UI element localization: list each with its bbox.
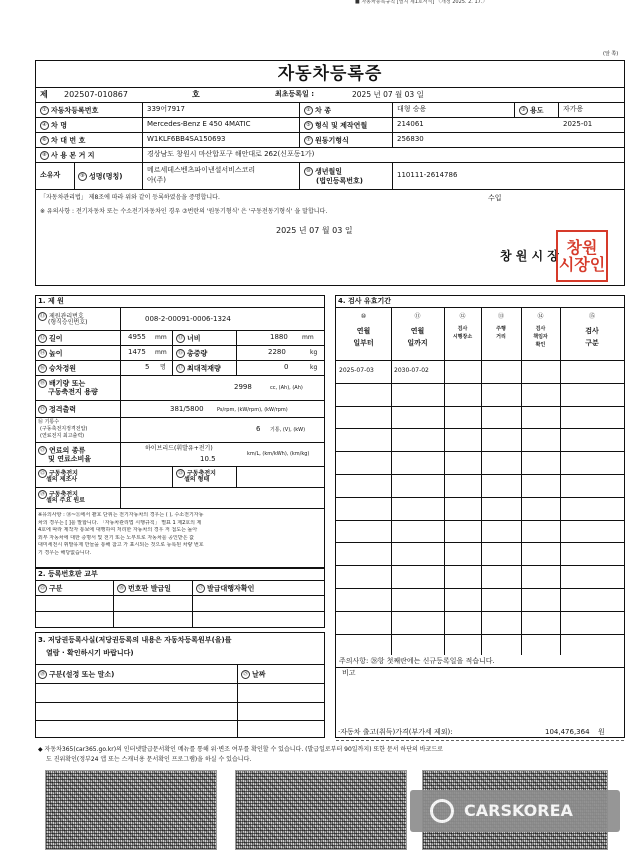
inspection-row-divider	[336, 634, 624, 635]
inspection-header-label: 구분	[585, 339, 599, 347]
inspection-title: 4. 검사 유효기간	[338, 297, 391, 305]
reg-no-label: 제	[40, 90, 48, 99]
inspection-header-label: 검사	[585, 327, 599, 335]
inspection-header-label: 검사	[535, 326, 546, 332]
inspection-cell: 2025-07-03	[339, 367, 374, 374]
law-text: 「자동차관리법」 제8조에 따라 위와 같이 등록하였음을 증명합니다.	[40, 194, 220, 201]
inspection-header-label: 연월	[356, 327, 371, 335]
issue-date: 2025 년 07 월 03 일	[276, 226, 353, 235]
disp-label: ⑱ 배기량 또는	[39, 379, 86, 388]
inspection-header-label: 주행	[496, 326, 506, 332]
inspection-header-number: ⑮	[588, 313, 595, 320]
use-label: ③ 용도	[519, 106, 544, 115]
maxload: 0	[284, 363, 289, 371]
fuel: 하이브리드(휘발유+전기)	[145, 445, 213, 452]
mortgage-col-type: ㉘ 구분(설정 또는 말소)	[39, 670, 115, 679]
bat-maker-label: ㉒ 구동축전지	[39, 470, 78, 477]
garage-label: ⑧ 사 용 본 거 지	[40, 151, 95, 160]
model-label: ④ 차 명	[40, 121, 67, 130]
page-side-note: (앞 쪽)	[603, 51, 619, 57]
seats-unit: 명	[160, 364, 166, 371]
inspection-header-label: 확인	[535, 342, 546, 348]
reg-no-suffix: 호	[192, 90, 200, 99]
mortgage-title-2: 열람 · 확인하시기 바랍니다)	[46, 649, 134, 657]
year: 2025-01	[563, 120, 593, 128]
footer-line-1: ◆ 자동차365(car365.go.kr)의 인터넷발급문서확인 메뉴를 통해 위·변조 여부를 확인할 수 있습니다. (발급일로부터 90일까지) 또한 문서 하단의 바코드로	[38, 746, 443, 753]
bat-maker-label-2: 셀의 제조사	[46, 476, 78, 483]
mortgage-section	[35, 632, 325, 738]
inspection-column-divider	[521, 307, 522, 655]
inspection-row-divider	[336, 542, 624, 543]
inspection-header-label: 검사	[457, 326, 468, 332]
disp-label-2: 구동축전지 용량	[48, 388, 98, 396]
owner-name-line-1: 메르세데스벤츠파이낸셜서비스코리	[147, 166, 256, 174]
inspection-header-label: 일까지	[407, 339, 428, 347]
length-unit: mm	[155, 334, 167, 341]
engine: 256830	[397, 135, 424, 143]
barcode-left	[45, 770, 217, 850]
mgmt-label: ⑪ 제원관리번호	[39, 313, 84, 320]
inspection-cell: 2030-07-02	[394, 367, 429, 374]
remarks-label: 비고	[342, 669, 356, 677]
seal-line-2: 시장인	[558, 255, 606, 274]
specs-title: 1. 제 원	[38, 297, 64, 305]
inspection-row-divider	[336, 565, 624, 566]
form: 214061	[397, 120, 424, 128]
power: 381/5800	[170, 405, 204, 413]
width: 1880	[270, 333, 288, 341]
mgmt-label-2: (형식승인번호)	[48, 319, 88, 326]
inspection-row-divider	[336, 497, 624, 498]
width-label: ⑬ 너비	[177, 334, 201, 343]
inspection-header-label: 시행장소	[452, 334, 473, 340]
maxload-label: ⑰ 최대적재량	[177, 364, 221, 373]
inspection-header-number: ⑭	[537, 313, 544, 320]
specs-note-line: 차의 경우는 [ ]를 말합니다. 「자동차관리법 시행규칙」 별표 1 제2호의 제	[38, 519, 202, 526]
inspection-row-divider	[336, 383, 624, 384]
inspection-header-number: ⑫	[459, 313, 466, 320]
maxload-unit: kg	[310, 364, 318, 371]
height-unit: mm	[155, 349, 167, 356]
power-unit: Ps/rpm, (kW/rpm), (kW/rpm)	[217, 407, 288, 413]
specs-note	[38, 512, 322, 557]
bat-form-label-2: 셀의 형태	[184, 476, 210, 483]
first-reg-label: 최초등록일 :	[275, 90, 315, 98]
seats: 5	[145, 363, 150, 371]
owner-name-label: ⑨ 성명(명칭)	[78, 172, 122, 181]
inspection-row-divider	[336, 611, 624, 612]
inspection-row-divider	[336, 520, 624, 521]
seats-label: ⑯ 승차정원	[39, 364, 77, 373]
use: 자가용	[563, 105, 584, 113]
mgmt-no: 008-2-00091-0006-1324	[145, 315, 231, 323]
vin-label: ⑥ 차 대 번 호	[40, 136, 85, 145]
cyl-unit: 기통, (V), (kW)	[270, 427, 306, 433]
weight-label: ⑮ 총중량	[177, 349, 208, 358]
mortgage-col-date: ㉙ 날짜	[242, 670, 266, 679]
width-unit: mm	[302, 334, 314, 341]
inspection-header-label: 일부터	[353, 339, 374, 347]
issuer: 창 원 시 장	[500, 249, 559, 263]
inspection-attention: 주의사항: ㉘항 첫째란에는 신규등록일을 적습니다.	[339, 657, 495, 665]
inspection-row-divider	[336, 588, 624, 589]
official-seal	[556, 230, 608, 282]
car-type-label: ② 차 종	[304, 106, 331, 115]
vin: W1KLF6BB4SA150693	[147, 135, 226, 143]
revenue-label: 수입	[488, 194, 502, 202]
cyl-label-3: (연료전지 최고출력)	[40, 433, 85, 439]
form-year-label: ⑤ 형식 및 제작연월	[304, 121, 367, 130]
owner-name-line-2: 아(주)	[147, 176, 166, 184]
inspection-header-number: ⑬	[497, 313, 504, 320]
plate-col-agent: ㉗ 발급대행자확인	[197, 584, 255, 593]
plate-col-type: ㉕ 구분	[39, 584, 63, 593]
owner-id: 110111-2614786	[397, 171, 458, 179]
reg-no: 202507-010867	[64, 90, 128, 99]
model: Mercedes-Benz E 450 4MATIC	[147, 120, 251, 128]
length-label: ⑫ 길이	[39, 334, 63, 343]
owner-label: 소유자	[40, 171, 61, 179]
plate-issue-title: 2. 등록번호판 교부	[38, 570, 98, 578]
footer-line-2: 도 진위확인(정부24 앱 또는 스캐너용 문서확인 프로그램)을 하실 수 있습니다.	[46, 756, 252, 763]
inspection-section	[335, 295, 625, 738]
specs-note-line: 기 경우는 해당없습니다.	[38, 549, 92, 556]
specs-note-line: ※유의사항 : ⑱~㉑에서 괄호 단위는 전기자동차의 경우는 ( ), 수소전기자동	[38, 512, 204, 518]
bat-material-label: ㉔ 구동축전지	[39, 491, 78, 498]
fuel-unit: km/L, (km/kWh), (km/kg)	[247, 451, 310, 457]
disp: 2998	[234, 383, 252, 391]
inspection-header-number: ⑪	[414, 313, 421, 320]
first-reg-date: 2025 년 07 월 03 일	[352, 90, 424, 99]
inspection-header-label: 연월	[410, 327, 425, 335]
document-title: 자동차등록증	[277, 64, 383, 84]
plate-col-date: ㉖ 번호판 발급일	[118, 584, 172, 593]
seal-line-1: 창원	[566, 238, 598, 257]
weight: 2280	[268, 348, 286, 356]
engine-label: ⑦ 원동기형식	[304, 136, 349, 145]
form-number: ■ 자동차등록규칙 [별지 제1호서식] 〈개정 2025. 2. 17.〉	[355, 0, 488, 5]
specs-note-line: 외부 자동차에 대한 증명서 및 전기 또는 노부트로 자동차를 공인받은 값	[38, 534, 194, 541]
specs-note-line: 4호에 따라 제작자 통보에 대행하여 처리한 자동차의 경우 저 첩도는 돌아	[38, 527, 198, 533]
price: 104,476,364	[545, 728, 590, 736]
barcode-middle	[235, 770, 407, 850]
car-logo-icon	[430, 799, 454, 823]
weight-unit: kg	[310, 349, 318, 356]
specs-note-line: 대미세전시 휘발유제 만들을 통해 참고 가 표시되는 것으로 등록된 차량 번호	[38, 542, 204, 548]
fuel-eff: 10.5	[200, 455, 216, 463]
inspection-column-divider	[444, 307, 445, 655]
price-unit: 원	[598, 728, 605, 736]
inspection-row-divider	[336, 428, 624, 429]
inspection-header-label: 책임자	[533, 334, 548, 340]
car-number-label: ① 자동차등록번호	[40, 106, 98, 115]
car-type: 대형 승용	[397, 105, 427, 113]
inspection-column-divider	[391, 307, 392, 655]
bat-material-label-2: 셀의 주요 원료	[46, 497, 85, 504]
height-label: ⑭ 높이	[39, 349, 63, 358]
fuel-label: ㉑ 연료의 종류	[39, 446, 86, 455]
disp-unit: cc, (Ah), (Ah)	[270, 385, 303, 391]
inspection-row-divider	[336, 451, 624, 452]
cyl: 6	[256, 425, 261, 433]
price-label: ·자동차 출고(취득)가격(부가세 제외):	[338, 728, 453, 736]
inspection-column-divider	[481, 307, 482, 655]
cyl-label-2: (구동축전지정격전압)	[40, 426, 88, 432]
owner-id-label: ⑩ 생년월일	[304, 167, 342, 176]
fuel-label-2: 및 연료소비율	[48, 455, 92, 463]
inspection-header-label: 거리	[496, 334, 506, 340]
car-number: 339어7917	[147, 105, 185, 113]
power-label: ⑲ 정격출력	[39, 405, 77, 414]
mortgage-title-1: 3. 저당권등록사실(저당권등록의 내용은 자동차등록원부(을)를	[38, 636, 232, 644]
inspection-column-divider	[560, 307, 561, 655]
watermark-text: CARSKOREA	[464, 801, 573, 820]
watermark-badge	[410, 790, 620, 832]
footer-bullet-icon: ◆	[38, 746, 45, 753]
bat-form-label: ㉓ 구동축전지	[177, 470, 216, 477]
garage: 경상남도 창원시 마산합포구 해안대로 262(신포동1가)	[147, 150, 315, 158]
inspection-row-divider	[336, 474, 624, 475]
note-text: ※ 유의사항 : 전기자동차 또는 수소전기자동차인 경우 ⑦번란의 '원동기형식' 은 '구동전동기형식' 을 말합니다.	[40, 208, 328, 215]
length: 4955	[128, 333, 146, 341]
owner-id-label-2: (법인등록번호)	[316, 177, 363, 185]
height: 1475	[128, 348, 146, 356]
inspection-row-divider	[336, 406, 624, 407]
cyl-label-1: ⑯ 기통수	[38, 419, 60, 425]
inspection-header-number: ⑩	[360, 313, 367, 320]
